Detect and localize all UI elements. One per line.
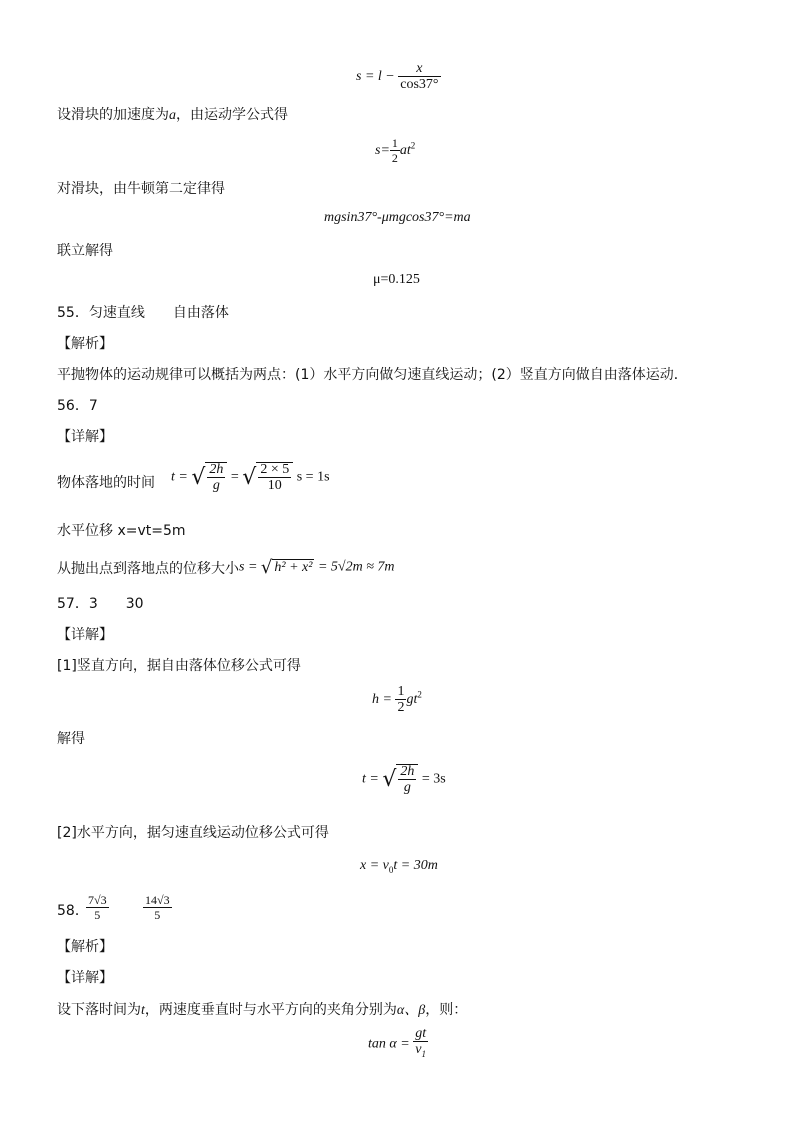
question-58: 58． bbox=[57, 903, 89, 919]
tag-detail: 【详解】 bbox=[57, 627, 113, 643]
equation-displacement: s = √ h² + x² = 5√2m ≈ 7m bbox=[239, 557, 395, 578]
text-line-newton: 对滑块，由牛顿第二定律得 bbox=[57, 181, 225, 197]
question-56: 56．7 bbox=[57, 398, 98, 414]
text-line-58: 设下落时间为t，两速度垂直时与水平方向的夹角分别为α、β，则： bbox=[57, 1002, 468, 1018]
eq1-lhs: s = l − bbox=[356, 69, 395, 85]
text-line-55: 平抛物体的运动规律可以概括为两点：(1）水平方向做匀速直线运动；(2）竖直方向做自由落体运动． bbox=[57, 367, 688, 383]
equation-time-result: t = √ $\frac{2h}{g}$ = 3s bbox=[362, 764, 446, 795]
text-line-57-solve: 解得 bbox=[57, 731, 85, 747]
text-line-57-vertical: [1]竖直方向，据自由落体位移公式可得 bbox=[57, 658, 301, 674]
question-57: 57．3 30 bbox=[57, 596, 144, 612]
text-line-56-time: 物体落地的时间 bbox=[57, 475, 155, 491]
equation-horizontal: $x = v_0t = 30m$ bbox=[360, 858, 438, 875]
text-line-accel: 设滑块的加速度为a，由运动学公式得 bbox=[57, 107, 288, 123]
equation-fall-time: t = √ $\frac{2h}{g}$ = √ $\frac{2 \times 5}{10}$ s = 1s bbox=[171, 462, 330, 493]
text-line-56-displacement: 从抛出点到落地点的位移大小 bbox=[57, 561, 239, 577]
equation-kinematics: s= $\frac{1}{2}$ $at^2$ bbox=[375, 136, 416, 165]
text-line-57-horizontal: [2]水平方向，据匀速直线运动位移公式可得 bbox=[57, 825, 329, 841]
tag-detail: 【详解】 bbox=[57, 429, 113, 445]
equation-mu: μ=0.125 bbox=[373, 272, 420, 287]
answer-58-a: $\frac{7√3}{5}$ bbox=[88, 893, 107, 922]
answer-58-b: $\frac{14√3}{5}$ bbox=[145, 893, 170, 922]
text-line-solve: 联立解得 bbox=[57, 243, 113, 259]
question-55: 55．匀速直线 自由落体 bbox=[57, 305, 229, 321]
equation-free-fall: h = $\frac{1}{2}$ $gt^2$ bbox=[372, 684, 422, 715]
equation-tan-alpha: tan α = $\frac{gt}{v_1}$ bbox=[368, 1027, 428, 1062]
tag-detail: 【详解】 bbox=[57, 970, 113, 986]
equation-newton: mgsin37°-μmgcos37°=ma bbox=[324, 210, 471, 225]
text-line-56-horizontal: 水平位移 x=vt=5m bbox=[57, 523, 186, 539]
equation-s-length bbox=[356, 62, 441, 92]
eq1-fraction: $\frac{x}{\cos 37^\circ}$ bbox=[400, 61, 439, 92]
tag-analysis: 【解析】 bbox=[57, 939, 113, 955]
tag-analysis: 【解析】 bbox=[57, 336, 113, 352]
